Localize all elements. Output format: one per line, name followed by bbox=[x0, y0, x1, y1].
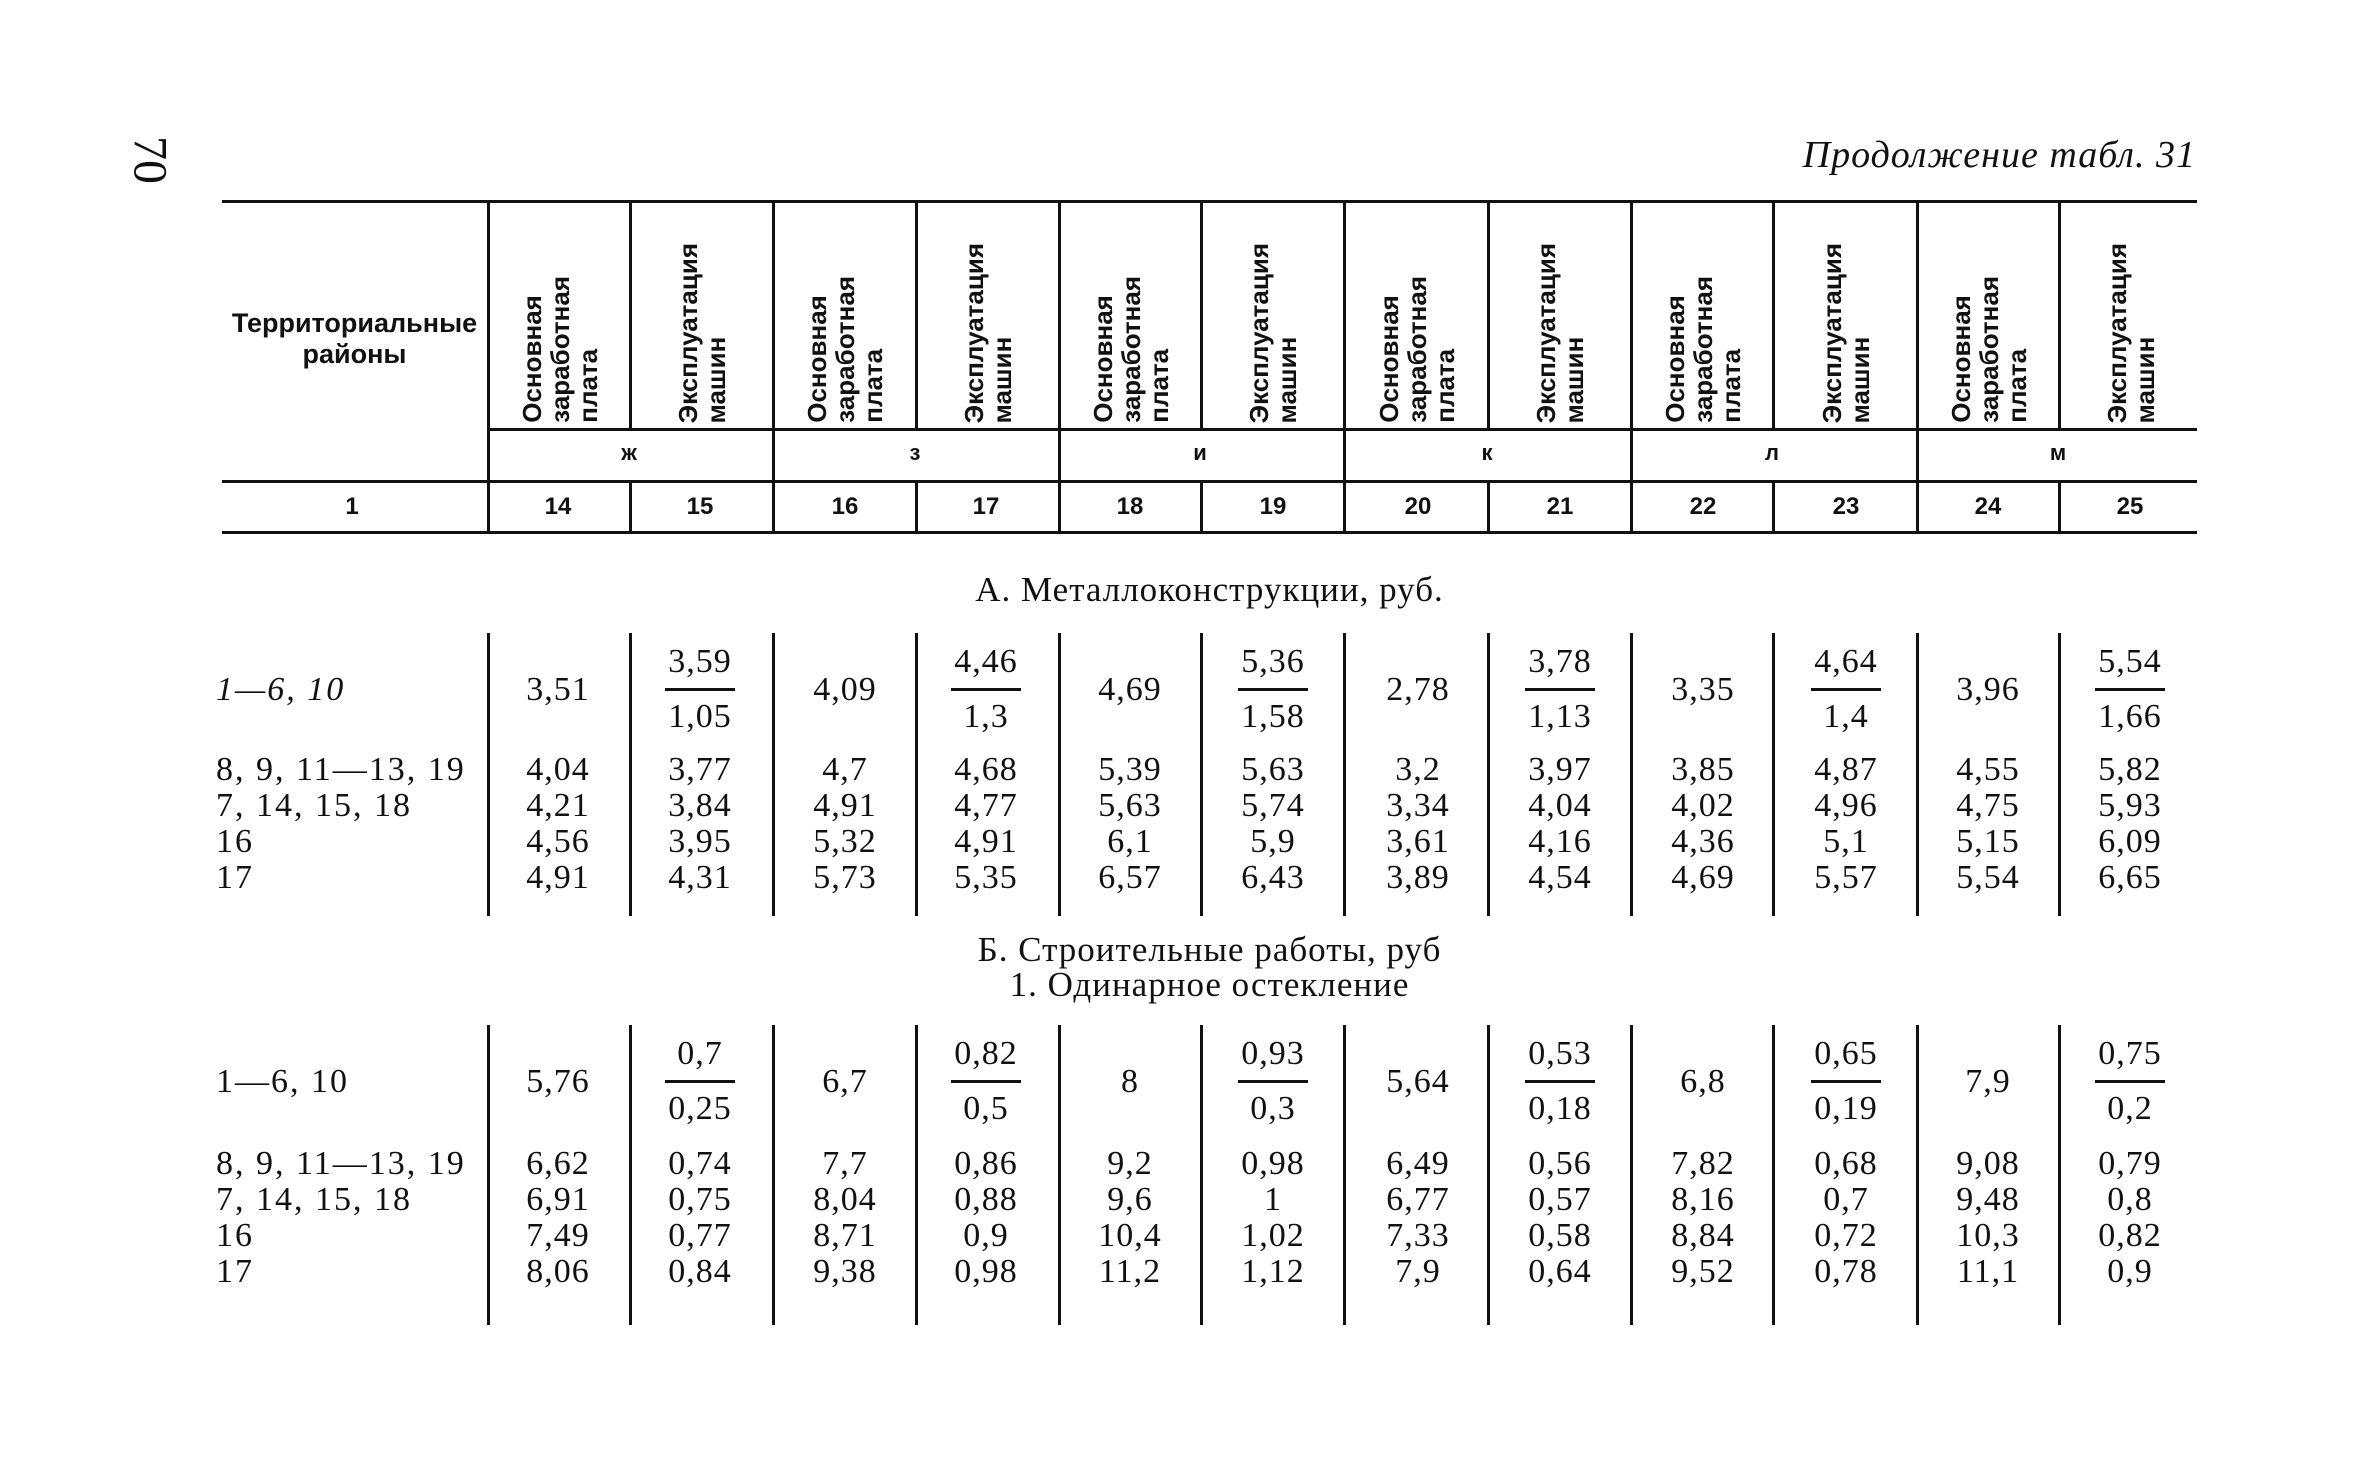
column-number: 15 bbox=[686, 493, 714, 520]
column-number: 16 bbox=[831, 493, 859, 520]
fraction-cell bbox=[630, 642, 770, 737]
column-number: 17 bbox=[972, 493, 1000, 520]
table-cell: 3,84 bbox=[668, 787, 732, 824]
fraction-bar bbox=[665, 688, 735, 691]
table-cell: 6,91 bbox=[526, 1181, 590, 1218]
table-cell: 6,77 bbox=[1386, 1181, 1450, 1218]
group-letter: и bbox=[1193, 440, 1207, 465]
table-cell: 5,63 bbox=[1098, 787, 1162, 824]
table-cell: 8,06 bbox=[526, 1253, 590, 1290]
table-cell: 3,89 bbox=[1386, 859, 1450, 896]
fraction-numerator: 0,7 bbox=[677, 1035, 723, 1072]
table-cell: 4,55 bbox=[1956, 751, 2020, 788]
fraction-numerator: 5,36 bbox=[1241, 643, 1305, 680]
colnum-divider bbox=[1916, 483, 1919, 531]
subcolumn-header bbox=[918, 203, 1058, 423]
table-cell: 0,7 bbox=[1823, 1181, 1869, 1218]
table-cell: 5,32 bbox=[813, 823, 877, 860]
table-cell: 1 bbox=[1264, 1181, 1282, 1218]
table-cell: 5,54 bbox=[1956, 859, 2020, 896]
table-cell: 4,16 bbox=[1528, 823, 1592, 860]
subcolumn-header bbox=[632, 203, 772, 423]
table-cell: 4,91 bbox=[526, 859, 590, 896]
table-cell: 3,97 bbox=[1528, 751, 1592, 788]
table-cell: 2,78 bbox=[1386, 671, 1450, 708]
table-cell: 11,1 bbox=[1956, 1253, 2020, 1290]
subcolumn-header bbox=[1919, 203, 2058, 423]
group-divider bbox=[1916, 431, 1919, 480]
fraction-numerator: 4,46 bbox=[954, 643, 1018, 680]
table-cell: 4,02 bbox=[1671, 787, 1735, 824]
group-letter: м bbox=[2049, 440, 2067, 465]
subcolumn-header bbox=[1490, 203, 1630, 423]
fraction-denominator: 1,66 bbox=[2098, 698, 2162, 735]
subcolumn-label: Основная заработная плата bbox=[1659, 276, 1746, 423]
table-cell: 0,82 bbox=[2098, 1217, 2162, 1254]
table-cell: 3,95 bbox=[668, 823, 732, 860]
table-cell: 4,91 bbox=[954, 823, 1018, 860]
table-cell: 8,04 bbox=[813, 1181, 877, 1218]
fraction-cell bbox=[1203, 1034, 1343, 1129]
fraction-bar bbox=[1525, 1080, 1595, 1083]
fraction-numerator: 0,75 bbox=[2098, 1035, 2162, 1072]
table-cell: 0,56 bbox=[1528, 1145, 1592, 1182]
subcolumn-label: Эксплуатация машин bbox=[673, 242, 731, 423]
table-cell: 3,34 bbox=[1386, 787, 1450, 824]
subcolumn-header bbox=[775, 203, 915, 423]
table-cell: 5,82 bbox=[2098, 751, 2162, 788]
table-cell: 4,69 bbox=[1671, 859, 1735, 896]
table-cell: 3,35 bbox=[1671, 671, 1735, 708]
table-cell: 3,2 bbox=[1395, 751, 1441, 788]
table-cell: 4,91 bbox=[813, 787, 877, 824]
subcolumn-label: Эксплуатация машин bbox=[959, 242, 1017, 423]
header-mid-rule bbox=[222, 480, 2197, 483]
fraction-denominator: 0,25 bbox=[668, 1090, 732, 1127]
section-title: А. Металлоконструкции, руб. bbox=[975, 570, 1444, 609]
table-cell: 0,78 bbox=[1814, 1253, 1878, 1290]
colnum-divider bbox=[1772, 483, 1775, 531]
fraction-denominator: 1,13 bbox=[1528, 698, 1592, 735]
row-label: 7, 14, 15, 18 bbox=[216, 787, 412, 824]
subcolumn-header bbox=[1203, 203, 1343, 423]
fraction-bar bbox=[1811, 688, 1881, 691]
table-cell: 0,75 bbox=[668, 1181, 732, 1218]
colnum-divider bbox=[629, 483, 632, 531]
colnum-divider bbox=[772, 483, 775, 531]
territory-header: Территориальные районы bbox=[231, 308, 478, 369]
table-cell: 3,85 bbox=[1671, 751, 1735, 788]
table-cell: 9,52 bbox=[1671, 1253, 1735, 1290]
table-cell: 3,51 bbox=[526, 671, 590, 708]
column-number: 1 bbox=[345, 493, 359, 520]
column-number: 19 bbox=[1259, 493, 1287, 520]
subcolumn-header bbox=[490, 203, 629, 423]
column-number: 14 bbox=[544, 493, 572, 520]
table-cell: 4,09 bbox=[813, 671, 877, 708]
row-label: 7, 14, 15, 18 bbox=[216, 1181, 412, 1218]
fraction-cell bbox=[2060, 642, 2200, 737]
column-number: 25 bbox=[2116, 493, 2144, 520]
table-cell: 3,77 bbox=[668, 751, 732, 788]
fraction-numerator: 4,64 bbox=[1814, 643, 1878, 680]
table-cell: 4,96 bbox=[1814, 787, 1878, 824]
fraction-numerator: 0,82 bbox=[954, 1035, 1018, 1072]
row-label: 1—6, 10 bbox=[216, 671, 346, 708]
subcolumn-label: Основная заработная плата bbox=[1945, 276, 2032, 423]
table-cell: 5,76 bbox=[526, 1063, 590, 1100]
subcolumn-label: Основная заработная плата bbox=[802, 276, 888, 423]
subcolumn-label: Основная заработная плата bbox=[1087, 276, 1174, 423]
fraction-cell bbox=[2060, 1034, 2200, 1129]
fraction-bar bbox=[2095, 688, 2165, 691]
table-cell: 0,64 bbox=[1528, 1253, 1592, 1290]
section-subtitle: 1. Одинарное остекление bbox=[1009, 965, 1410, 1004]
table-cell: 0,68 bbox=[1814, 1145, 1878, 1182]
table-cell: 10,3 bbox=[1956, 1217, 2020, 1254]
fraction-cell bbox=[916, 1034, 1056, 1129]
table-cell: 6,62 bbox=[526, 1145, 590, 1182]
table-cell: 5,1 bbox=[1823, 823, 1869, 860]
table-cell: 4,77 bbox=[954, 787, 1018, 824]
fraction-cell bbox=[1490, 1034, 1630, 1129]
table-cell: 0,86 bbox=[954, 1145, 1018, 1182]
row-label: 17 bbox=[216, 1253, 254, 1290]
table-cell: 9,08 bbox=[1956, 1145, 2020, 1182]
fraction-cell bbox=[916, 642, 1056, 737]
table-cell: 6,7 bbox=[822, 1063, 868, 1100]
subcolumn-label: Эксплуатация машин bbox=[1816, 242, 1875, 423]
column-number: 24 bbox=[1974, 493, 2002, 520]
table-cell: 4,75 bbox=[1956, 787, 2020, 824]
table-cell: 4,56 bbox=[526, 823, 590, 860]
table-cell: 9,6 bbox=[1107, 1181, 1153, 1218]
table-cell: 5,9 bbox=[1250, 823, 1296, 860]
subcolumn-header bbox=[1346, 203, 1487, 423]
fraction-numerator: 0,53 bbox=[1528, 1035, 1592, 1072]
table-cell: 3,61 bbox=[1386, 823, 1450, 860]
table-cell: 6,49 bbox=[1386, 1145, 1450, 1182]
table-cell: 9,48 bbox=[1956, 1181, 2020, 1218]
subcolumn-label: Эксплуатация машин bbox=[2101, 242, 2160, 423]
column-number: 20 bbox=[1404, 493, 1432, 520]
table-cell: 1,02 bbox=[1241, 1217, 1305, 1254]
colnum-divider bbox=[1487, 483, 1490, 531]
table-cell: 7,49 bbox=[526, 1217, 590, 1254]
table-cell: 7,9 bbox=[1965, 1063, 2011, 1100]
group-letter: к bbox=[1481, 440, 1493, 465]
section-title: Б. Строительные работы, руб bbox=[977, 930, 1442, 969]
table-cell: 10,4 bbox=[1098, 1217, 1162, 1254]
table-cell: 5,93 bbox=[2098, 787, 2162, 824]
table-cell: 5,74 bbox=[1241, 787, 1305, 824]
subcolumn-header bbox=[2061, 203, 2200, 423]
column-number: 22 bbox=[1689, 493, 1717, 520]
fraction-denominator: 1,4 bbox=[1823, 698, 1869, 735]
table-cell: 5,57 bbox=[1814, 859, 1878, 896]
table-cell: 5,63 bbox=[1241, 751, 1305, 788]
header-bottom-rule bbox=[222, 531, 2197, 534]
table-cell: 0,77 bbox=[668, 1217, 732, 1254]
table-cell: 0,98 bbox=[1241, 1145, 1305, 1182]
row-label: 17 bbox=[216, 859, 254, 896]
fraction-denominator: 1,05 bbox=[668, 698, 732, 735]
fraction-cell bbox=[1776, 1034, 1916, 1129]
table-cell: 4,04 bbox=[1528, 787, 1592, 824]
table-cell: 7,9 bbox=[1395, 1253, 1441, 1290]
row-label: 16 bbox=[216, 1217, 254, 1254]
table-cell: 5,15 bbox=[1956, 823, 2020, 860]
row-label: 8, 9, 11—13, 19 bbox=[216, 751, 466, 788]
continuation-caption: Продолжение табл. 31 bbox=[1802, 134, 2196, 176]
table-cell: 4,36 bbox=[1671, 823, 1735, 860]
fraction-numerator: 3,78 bbox=[1528, 643, 1592, 680]
colnum-divider bbox=[2058, 483, 2061, 531]
group-divider bbox=[487, 431, 490, 480]
table-cell: 9,38 bbox=[813, 1253, 877, 1290]
fraction-numerator: 0,65 bbox=[1814, 1035, 1878, 1072]
table-cell: 6,8 bbox=[1680, 1063, 1726, 1100]
fraction-denominator: 0,5 bbox=[963, 1090, 1009, 1127]
row-label: 8, 9, 11—13, 19 bbox=[216, 1145, 466, 1182]
table-cell: 5,35 bbox=[954, 859, 1018, 896]
group-divider bbox=[1343, 431, 1346, 480]
fraction-bar bbox=[951, 688, 1021, 691]
group-divider bbox=[1630, 431, 1633, 480]
column-number: 23 bbox=[1832, 493, 1860, 520]
subcolumn-header bbox=[1633, 203, 1772, 423]
table-cell: 5,39 bbox=[1098, 751, 1162, 788]
table-cell: 3,96 bbox=[1956, 671, 2020, 708]
fraction-denominator: 0,19 bbox=[1814, 1090, 1878, 1127]
table-cell: 4,54 bbox=[1528, 859, 1592, 896]
fraction-denominator: 1,58 bbox=[1241, 698, 1305, 735]
fraction-bar bbox=[1238, 1080, 1308, 1083]
table-cell: 8,16 bbox=[1671, 1181, 1735, 1218]
subcolumn-label: Основная заработная плата bbox=[1373, 276, 1460, 423]
fraction-bar bbox=[1811, 1080, 1881, 1083]
table-cell: 7,7 bbox=[822, 1145, 868, 1182]
table-cell: 5,64 bbox=[1386, 1063, 1450, 1100]
table-cell: 0,74 bbox=[668, 1145, 732, 1182]
group-letter: ж bbox=[621, 440, 637, 465]
fraction-numerator: 5,54 bbox=[2098, 643, 2162, 680]
table-cell: 6,65 bbox=[2098, 859, 2162, 896]
fraction-bar bbox=[665, 1080, 735, 1083]
column-number: 18 bbox=[1116, 493, 1144, 520]
table-cell: 8,84 bbox=[1671, 1217, 1735, 1254]
table-cell: 4,7 bbox=[822, 751, 868, 788]
fraction-denominator: 0,18 bbox=[1528, 1090, 1592, 1127]
table-cell: 0,57 bbox=[1528, 1181, 1592, 1218]
table-cell: 4,87 bbox=[1814, 751, 1878, 788]
group-divider bbox=[772, 431, 775, 480]
table-cell: 4,21 bbox=[526, 787, 590, 824]
table-cell: 0,9 bbox=[2107, 1253, 2153, 1290]
group-divider bbox=[1058, 431, 1061, 480]
fraction-cell bbox=[1776, 642, 1916, 737]
table-cell: 0,98 bbox=[954, 1253, 1018, 1290]
table-cell: 4,69 bbox=[1098, 671, 1162, 708]
table-cell: 11,2 bbox=[1098, 1253, 1162, 1290]
fraction-denominator: 0,2 bbox=[2107, 1090, 2153, 1127]
table-cell: 9,2 bbox=[1107, 1145, 1153, 1182]
table-cell: 0,84 bbox=[668, 1253, 732, 1290]
subcolumn-header bbox=[1061, 203, 1200, 423]
body-col-divider bbox=[1343, 1025, 1346, 1325]
table-cell: 0,58 bbox=[1528, 1217, 1592, 1254]
table-cell: 5,73 bbox=[813, 859, 877, 896]
fraction-bar bbox=[2095, 1080, 2165, 1083]
table-cell: 8 bbox=[1121, 1063, 1139, 1100]
fraction-bar bbox=[951, 1080, 1021, 1083]
table-cell: 6,43 bbox=[1241, 859, 1305, 896]
table-cell: 0,9 bbox=[963, 1217, 1009, 1254]
table-cell: 0,79 bbox=[2098, 1145, 2162, 1182]
colnum-divider bbox=[1343, 483, 1346, 531]
group-letter: з bbox=[909, 440, 921, 465]
table-cell: 0,88 bbox=[954, 1181, 1018, 1218]
table-cell: 4,68 bbox=[954, 751, 1018, 788]
table-cell: 1,12 bbox=[1241, 1253, 1305, 1290]
table-cell: 4,04 bbox=[526, 751, 590, 788]
fraction-cell bbox=[630, 1034, 770, 1129]
colnum-divider bbox=[915, 483, 918, 531]
table-cell: 6,1 bbox=[1107, 823, 1153, 860]
table-cell: 0,72 bbox=[1814, 1217, 1878, 1254]
column-number: 21 bbox=[1546, 493, 1574, 520]
fraction-denominator: 1,3 bbox=[963, 698, 1009, 735]
table-cell: 6,57 bbox=[1098, 859, 1162, 896]
table-cell: 4,31 bbox=[668, 859, 732, 896]
table-cell: 7,33 bbox=[1386, 1217, 1450, 1254]
colnum-divider bbox=[487, 483, 490, 531]
fraction-numerator: 3,59 bbox=[668, 643, 732, 680]
subcolumn-header bbox=[1775, 203, 1916, 423]
fraction-bar bbox=[1238, 688, 1308, 691]
table-cell: 6,09 bbox=[2098, 823, 2162, 860]
subcolumn-label: Эксплуатация машин bbox=[1531, 242, 1589, 423]
colnum-divider bbox=[1200, 483, 1203, 531]
table-cell: 0,8 bbox=[2107, 1181, 2153, 1218]
colnum-divider bbox=[1058, 483, 1061, 531]
page-number: 70 bbox=[123, 136, 177, 184]
row-label: 16 bbox=[216, 823, 254, 860]
fraction-denominator: 0,3 bbox=[1250, 1090, 1296, 1127]
subcolumn-label: Основная заработная плата bbox=[516, 276, 603, 423]
group-rule bbox=[487, 428, 2197, 431]
fraction-cell bbox=[1203, 642, 1343, 737]
subcolumn-label: Эксплуатация машин bbox=[1244, 242, 1302, 423]
fraction-numerator: 0,93 bbox=[1241, 1035, 1305, 1072]
table-cell: 8,71 bbox=[813, 1217, 877, 1254]
fraction-bar bbox=[1525, 688, 1595, 691]
row-label: 1—6, 10 bbox=[216, 1063, 349, 1100]
group-letter: л bbox=[1765, 440, 1779, 465]
table-cell: 7,82 bbox=[1671, 1145, 1735, 1182]
body-col-divider bbox=[1343, 633, 1346, 916]
fraction-cell bbox=[1490, 642, 1630, 737]
colnum-divider bbox=[1630, 483, 1633, 531]
